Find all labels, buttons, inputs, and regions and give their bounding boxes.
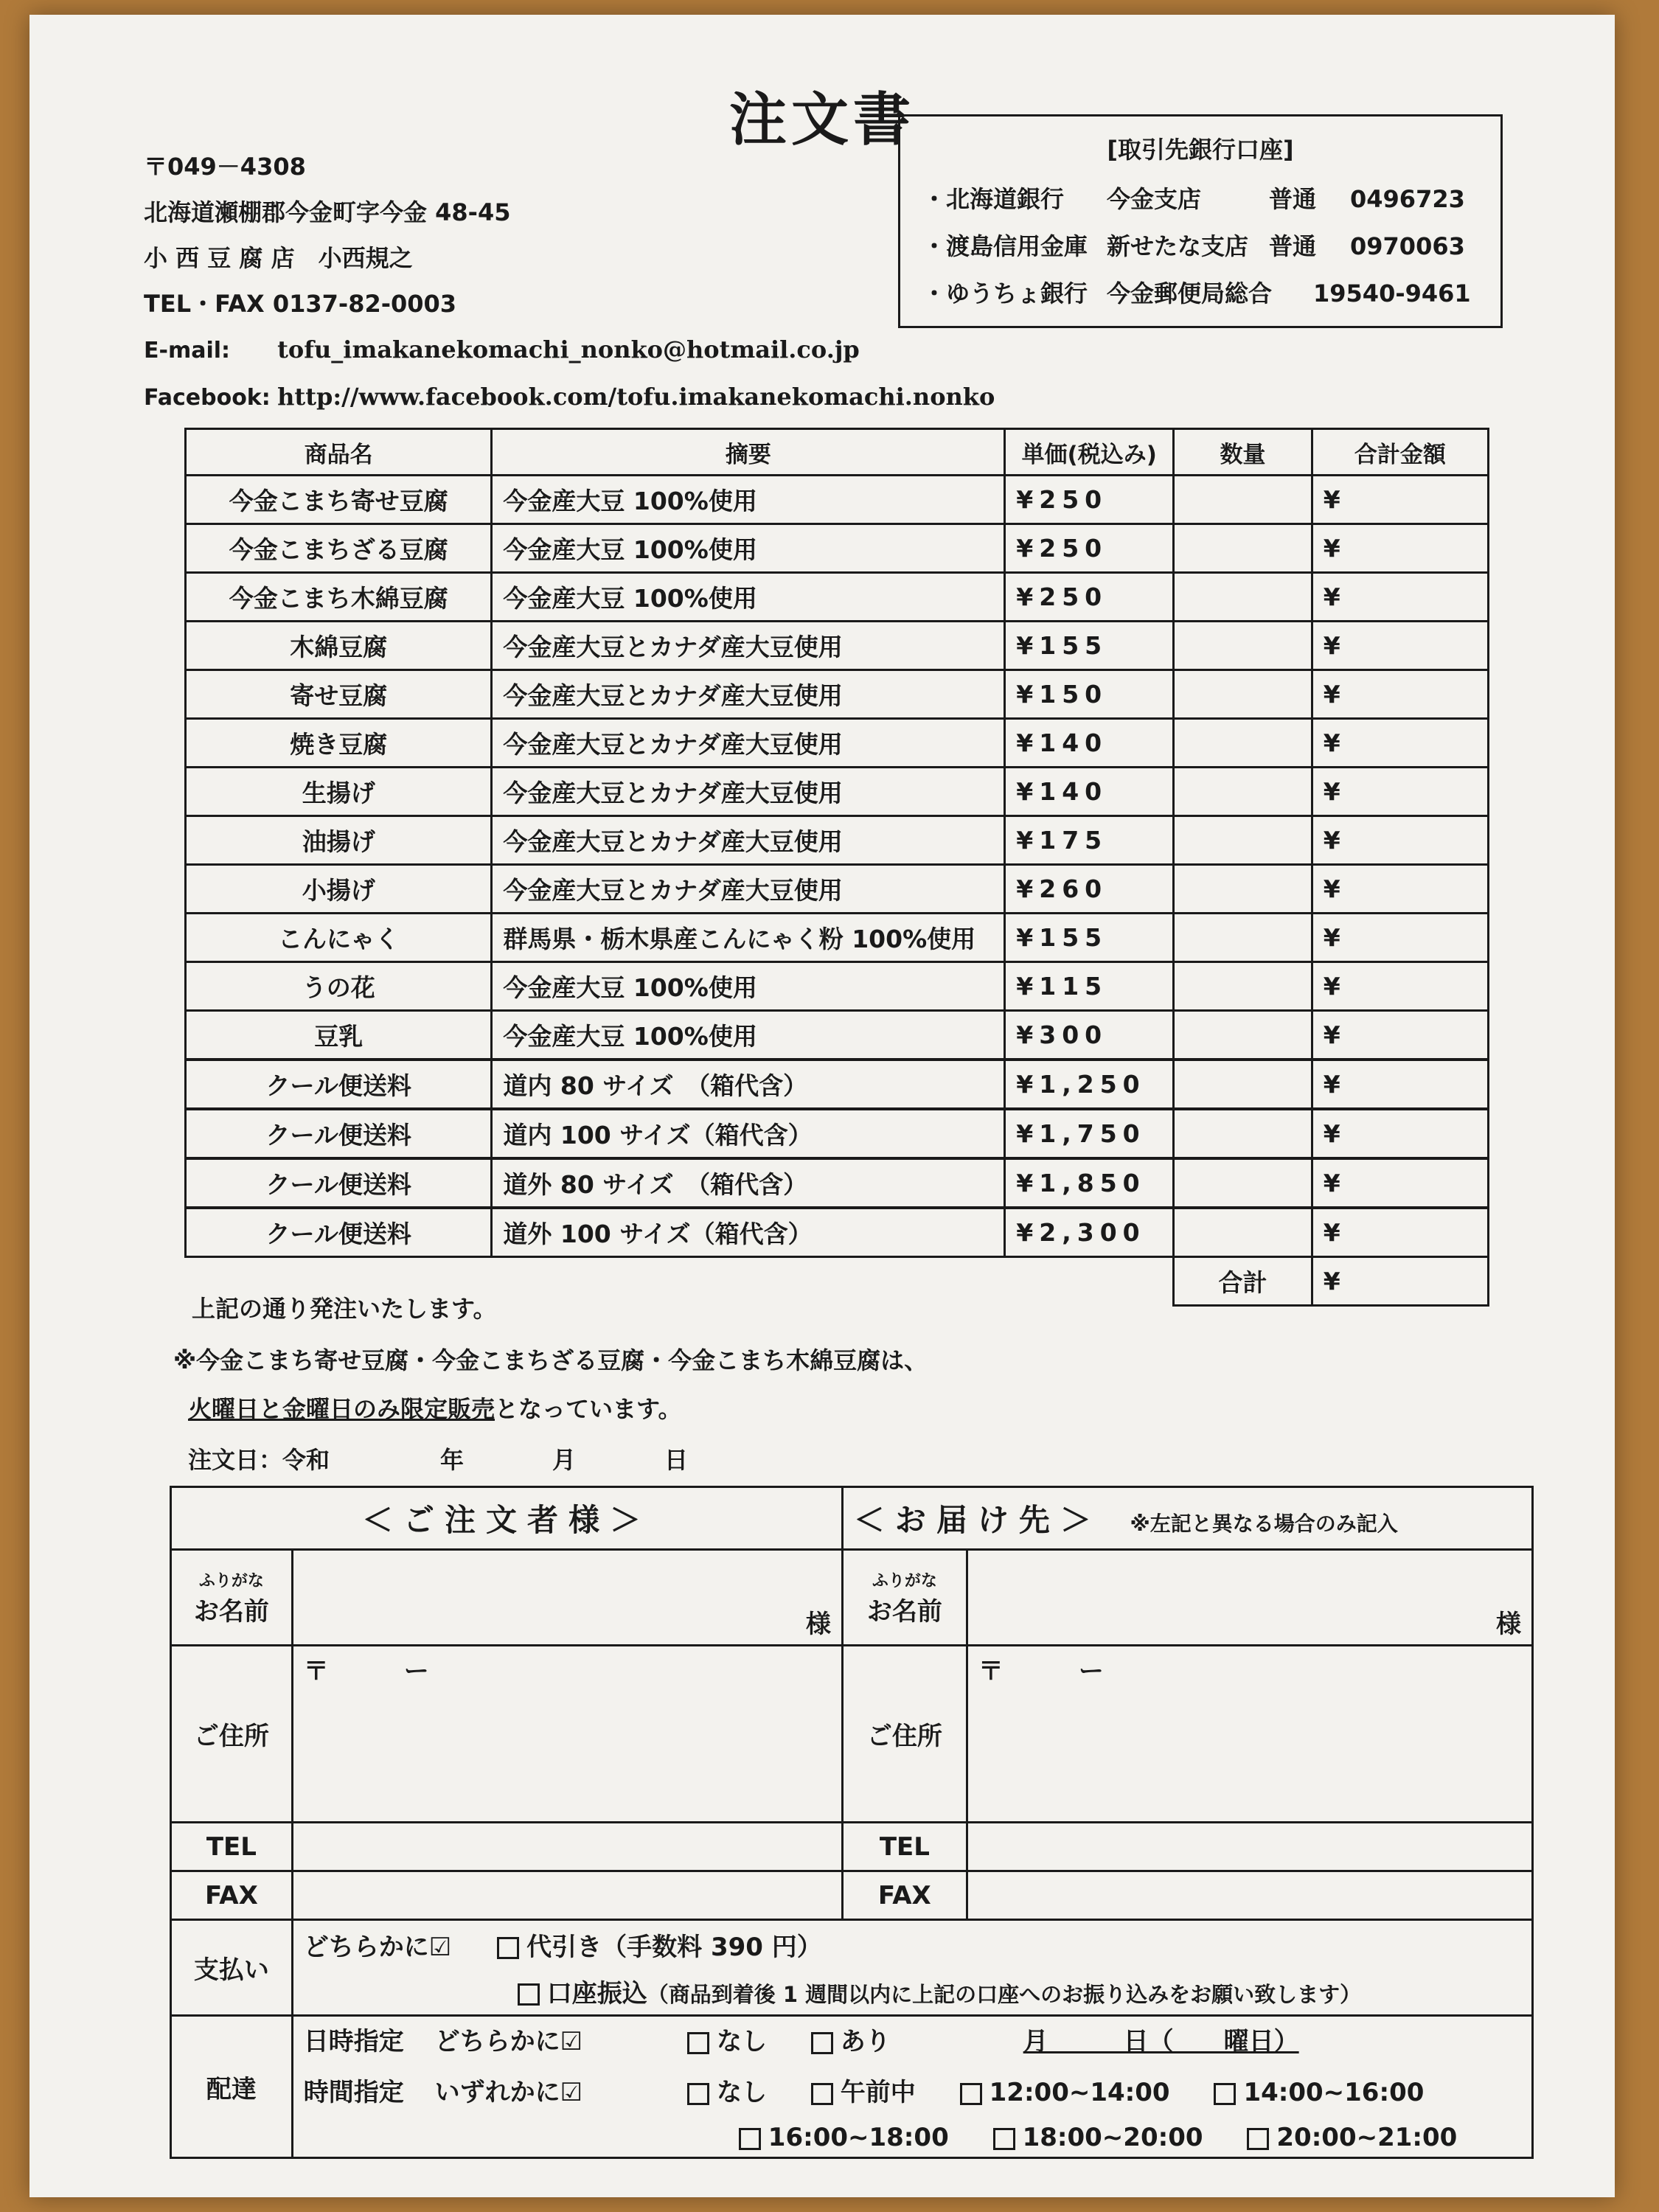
time-spec-label: 時間指定	[303, 2078, 404, 2107]
quantity-field[interactable]	[1174, 816, 1312, 865]
table-row	[186, 524, 1489, 573]
recipient-address-label: ご住所	[842, 1646, 967, 1823]
product-desc: 今金産大豆とカナダ産大豆使用	[492, 670, 1005, 719]
account-number: 0970063	[1350, 232, 1465, 260]
table-row	[186, 1109, 1489, 1158]
order-year-label: 年	[440, 1446, 465, 1474]
bank-account-row	[922, 270, 1478, 317]
product-price: ¥1,850	[1005, 1158, 1174, 1208]
recipient-heading-cell	[842, 1487, 1532, 1550]
line-total-field[interactable]: ¥	[1312, 1060, 1488, 1109]
payment-options	[292, 1920, 1532, 2016]
orderer-address-field[interactable]	[292, 1646, 842, 1823]
limited-rest: となっています。	[495, 1395, 682, 1423]
header-total: 合計金額	[1312, 429, 1488, 476]
product-price: ¥2,300	[1005, 1208, 1174, 1257]
product-name: 今金こまち寄せ豆腐	[186, 476, 492, 524]
time-slot-label: 14:00~16:00	[1243, 2078, 1425, 2107]
time-slot-checkbox[interactable]	[1214, 2083, 1236, 2105]
limited-days: 火曜日と金曜日のみ限定販売	[188, 1395, 495, 1423]
time-slot-checkbox[interactable]	[739, 2128, 761, 2150]
product-name: クール便送料	[186, 1060, 492, 1109]
line-total-field[interactable]: ¥	[1312, 524, 1488, 573]
date-yes-checkbox[interactable]	[811, 2032, 833, 2054]
time-choose: いずれかに☑	[434, 2078, 583, 2107]
recipient-name-label	[842, 1550, 967, 1646]
date-none-label: なし	[716, 2027, 767, 2056]
sender-postal: 〒049－4308	[144, 153, 306, 181]
line-total-field[interactable]: ¥	[1312, 1208, 1488, 1257]
order-month-label: 月	[552, 1446, 577, 1474]
product-desc: 道内 100 サイズ（箱代含）	[492, 1109, 1005, 1158]
product-price: ¥140	[1005, 768, 1174, 816]
product-desc: 今金産大豆とカナダ産大豆使用	[492, 816, 1005, 865]
time-slot-label: 18:00~20:00	[1022, 2123, 1203, 2152]
orderer-fax-label: FAX	[171, 1871, 293, 1920]
table-row	[186, 768, 1489, 816]
order-day-label: 日	[664, 1446, 689, 1474]
time-slot-label: 16:00~18:00	[768, 2123, 949, 2152]
line-total-field[interactable]: ¥	[1312, 865, 1488, 914]
product-name: 木綿豆腐	[186, 622, 492, 670]
product-name: こんにゃく	[186, 914, 492, 962]
time-slot-checkbox[interactable]	[1247, 2128, 1269, 2150]
orderer-name-label	[171, 1550, 293, 1646]
line-total-field[interactable]: ¥	[1312, 914, 1488, 962]
sender-telfax: TEL・FAX 0137-82-0003	[144, 290, 457, 318]
date-none-checkbox[interactable]	[687, 2032, 709, 2054]
product-price: ¥115	[1005, 962, 1174, 1011]
product-price: ¥250	[1005, 573, 1174, 622]
product-price: ¥140	[1005, 719, 1174, 768]
product-desc: 今金産大豆 100%使用	[492, 476, 1005, 524]
product-price: ¥250	[1005, 524, 1174, 573]
table-row	[186, 1158, 1489, 1208]
recipient-heading: ＜お届け先＞	[853, 1502, 1102, 1538]
product-name: 油揚げ	[186, 816, 492, 865]
product-desc: 今金産大豆 100%使用	[492, 524, 1005, 573]
table-row	[186, 670, 1489, 719]
sama-label: 様	[805, 1610, 831, 1639]
account-type: 普通	[1269, 185, 1317, 213]
quantity-field[interactable]	[1174, 768, 1312, 816]
product-name: 今金こまち木綿豆腐	[186, 573, 492, 622]
line-total-field[interactable]: ¥	[1312, 719, 1488, 768]
recipient-address-field[interactable]	[967, 1646, 1532, 1823]
account-type: 普通	[1269, 232, 1317, 260]
bank-account-row	[922, 223, 1478, 270]
quantity-field[interactable]	[1174, 476, 1312, 524]
table-row	[186, 962, 1489, 1011]
product-desc: 今金産大豆とカナダ産大豆使用	[492, 622, 1005, 670]
time-none-checkbox[interactable]	[687, 2083, 709, 2105]
product-name: 小揚げ	[186, 865, 492, 914]
quantity-field[interactable]	[1174, 1109, 1312, 1158]
transfer-label: 口座振込	[546, 1978, 647, 2008]
account-number: 19540-9461	[1313, 279, 1471, 307]
bank-branch: 今金支店	[1107, 185, 1202, 213]
orderer-tel-label: TEL	[171, 1823, 293, 1871]
bank-name: ・北海道銀行	[922, 185, 1065, 213]
transfer-checkbox[interactable]	[518, 1983, 540, 2006]
product-name: 今金こまちざる豆腐	[186, 524, 492, 573]
cod-label: 代引き（手数料 390 円）	[526, 1932, 822, 1962]
quantity-field[interactable]	[1174, 914, 1312, 962]
postal-mark: 〒 ー	[978, 1657, 1104, 1686]
sender-facebook-row	[144, 374, 995, 421]
product-desc: 道外 100 サイズ（箱代含）	[492, 1208, 1005, 1257]
time-slot-label: 12:00~14:00	[989, 2078, 1170, 2107]
quantity-field[interactable]	[1174, 524, 1312, 573]
payment-choose: どちらかに☑	[303, 1932, 452, 1962]
line-total-field[interactable]: ¥	[1312, 816, 1488, 865]
table-row	[186, 622, 1489, 670]
table-row	[186, 865, 1489, 914]
time-slot-checkbox[interactable]	[960, 2083, 982, 2105]
quantity-field[interactable]	[1174, 1208, 1312, 1257]
name-label: お名前	[866, 1596, 942, 1627]
table-row	[186, 816, 1489, 865]
product-price: ¥155	[1005, 622, 1174, 670]
cod-checkbox[interactable]	[497, 1937, 519, 1959]
orderer-tel-field[interactable]	[292, 1823, 842, 1871]
line-total-field[interactable]: ¥	[1312, 962, 1488, 1011]
bank-account-row	[922, 175, 1478, 223]
header-desc: 摘要	[492, 429, 1005, 476]
time-none-label: なし	[716, 2078, 767, 2107]
payment-label: 支払い	[171, 1920, 293, 2016]
bank-heading: [取引先銀行口座]	[1107, 136, 1294, 164]
table-row	[186, 1060, 1489, 1109]
product-price: ¥300	[1005, 1011, 1174, 1060]
quantity-field[interactable]	[1174, 1060, 1312, 1109]
quantity-field[interactable]	[1174, 670, 1312, 719]
furigana-label: ふりがな	[198, 1571, 264, 1590]
product-desc: 今金産大豆 100%使用	[492, 1011, 1005, 1060]
product-name: クール便送料	[186, 1109, 492, 1158]
time-slot-label: 20:00~21:00	[1276, 2123, 1458, 2152]
product-price: ¥1,750	[1005, 1109, 1174, 1158]
grand-total-field[interactable]: ¥	[1312, 1257, 1488, 1306]
facebook-url: http://www.facebook.com/tofu.imakanekomachi.nonko	[277, 383, 995, 411]
transfer-note: （商品到着後 1 週間以内に上記の口座へのお振り込みをお願い致します）	[647, 1981, 1362, 2007]
line-total-field[interactable]: ¥	[1312, 1011, 1488, 1060]
quantity-field[interactable]	[1174, 622, 1312, 670]
line-total-field[interactable]: ¥	[1312, 670, 1488, 719]
line-total-field[interactable]: ¥	[1312, 573, 1488, 622]
order-date	[188, 1441, 688, 1475]
email-label: E-mail:	[144, 338, 231, 364]
time-slot-checkbox[interactable]	[811, 2083, 833, 2105]
confirm-note: 上記の通り発注いたします。	[192, 1295, 497, 1323]
document-title: 注文書	[728, 87, 915, 153]
product-price: ¥1,250	[1005, 1060, 1174, 1109]
product-price: ¥150	[1005, 670, 1174, 719]
limited-note-1: ※今金こまち寄せ豆腐・今金こまちざる豆腐・今金こまち木綿豆腐は、	[173, 1346, 928, 1374]
delivery-options	[292, 2016, 1532, 2158]
order-date-label: 注文日：令和	[188, 1446, 330, 1474]
orderer-name-field[interactable]	[292, 1550, 842, 1646]
product-name: うの花	[186, 962, 492, 1011]
product-desc: 道内 80 サイズ （箱代含）	[492, 1060, 1005, 1109]
product-name: クール便送料	[186, 1158, 492, 1208]
quantity-field[interactable]	[1174, 1158, 1312, 1208]
limited-note-2	[188, 1391, 681, 1425]
sender-email-row	[144, 327, 995, 374]
orderer-heading: ＜ご注文者様＞	[171, 1487, 843, 1550]
line-total-field[interactable]: ¥	[1312, 622, 1488, 670]
recipient-name-field[interactable]	[967, 1550, 1532, 1646]
table-row	[186, 1011, 1489, 1060]
date-yes-label: あり	[840, 2027, 891, 2056]
product-desc: 群馬県・栃木県産こんにゃく粉 100%使用	[492, 914, 1005, 962]
bank-branch: 今金郵便局総合	[1107, 279, 1273, 307]
product-desc: 今金産大豆 100%使用	[492, 573, 1005, 622]
recipient-tel-field[interactable]	[967, 1823, 1532, 1871]
product-desc: 今金産大豆とカナダ産大豆使用	[492, 865, 1005, 914]
sama-label: 様	[1496, 1610, 1521, 1639]
sender-shop: 小 西 豆 腐 店 小西規之	[144, 244, 413, 272]
product-name: 生揚げ	[186, 768, 492, 816]
delivery-label: 配達	[171, 2016, 293, 2158]
product-price: ¥250	[1005, 476, 1174, 524]
recipient-note: ※左記と異なる場合のみ記入	[1130, 1512, 1398, 1536]
time-slot-checkbox[interactable]	[993, 2128, 1015, 2150]
bank-branch: 新せたな支店	[1107, 232, 1249, 260]
postal-mark: 〒 ー	[303, 1657, 429, 1686]
account-number: 0496723	[1350, 185, 1465, 213]
line-total-field[interactable]: ¥	[1312, 1158, 1488, 1208]
recipient-fax-label: FAX	[842, 1871, 967, 1920]
time-slot-label: 午前中	[840, 2078, 916, 2107]
line-total-field[interactable]: ¥	[1312, 768, 1488, 816]
product-desc: 今金産大豆とカナダ産大豆使用	[492, 768, 1005, 816]
email-address: tofu_imakanekomachi_nonko@hotmail.co.jp	[277, 335, 860, 364]
line-total-field[interactable]: ¥	[1312, 1109, 1488, 1158]
product-name: 豆乳	[186, 1011, 492, 1060]
product-desc: 今金産大豆とカナダ産大豆使用	[492, 719, 1005, 768]
header-qty: 数量	[1174, 429, 1312, 476]
product-table	[184, 428, 1489, 1307]
quantity-field[interactable]	[1174, 865, 1312, 914]
header-price: 単価(税込み)	[1005, 429, 1174, 476]
product-desc: 道外 80 サイズ （箱代含）	[492, 1158, 1005, 1208]
product-name: 焼き豆腐	[186, 719, 492, 768]
furigana-label: ふりがな	[872, 1571, 937, 1590]
line-total-field[interactable]: ¥	[1312, 476, 1488, 524]
recipient-fax-field[interactable]	[967, 1871, 1532, 1920]
product-name: クール便送料	[186, 1208, 492, 1257]
table-header-row	[186, 429, 1489, 476]
table-row	[186, 719, 1489, 768]
sender-info	[144, 144, 995, 421]
date-choose: どちらかに☑	[434, 2027, 583, 2056]
date-spec-label: 日時指定	[303, 2027, 404, 2056]
order-form-sheet	[29, 15, 1615, 2197]
quantity-field[interactable]	[1174, 573, 1312, 622]
product-price: ¥260	[1005, 865, 1174, 914]
table-row	[186, 573, 1489, 622]
product-price: ¥155	[1005, 914, 1174, 962]
date-fill-field[interactable]: 月 日（ 曜日）	[1023, 2027, 1299, 2056]
bank-name: ・ゆうちょ銀行	[922, 279, 1088, 307]
name-label: お名前	[193, 1596, 269, 1627]
bank-accounts-box	[898, 114, 1503, 328]
quantity-field[interactable]	[1174, 719, 1312, 768]
table-row	[186, 1208, 1489, 1257]
customer-form	[170, 1486, 1534, 2159]
product-name: 寄せ豆腐	[186, 670, 492, 719]
table-row	[186, 476, 1489, 524]
total-label: 合計	[1174, 1257, 1312, 1306]
orderer-address-label: ご住所	[171, 1646, 293, 1823]
recipient-tel-label: TEL	[842, 1823, 967, 1871]
table-row	[186, 914, 1489, 962]
sender-address: 北海道瀬棚郡今金町字今金 48-45	[144, 198, 511, 226]
product-desc: 今金産大豆 100%使用	[492, 962, 1005, 1011]
bank-name: ・渡島信用金庫	[922, 232, 1088, 260]
quantity-field[interactable]	[1174, 962, 1312, 1011]
facebook-label: Facebook:	[144, 385, 271, 411]
quantity-field[interactable]	[1174, 1011, 1312, 1060]
product-price: ¥175	[1005, 816, 1174, 865]
orderer-fax-field[interactable]	[292, 1871, 842, 1920]
header-product: 商品名	[186, 429, 492, 476]
